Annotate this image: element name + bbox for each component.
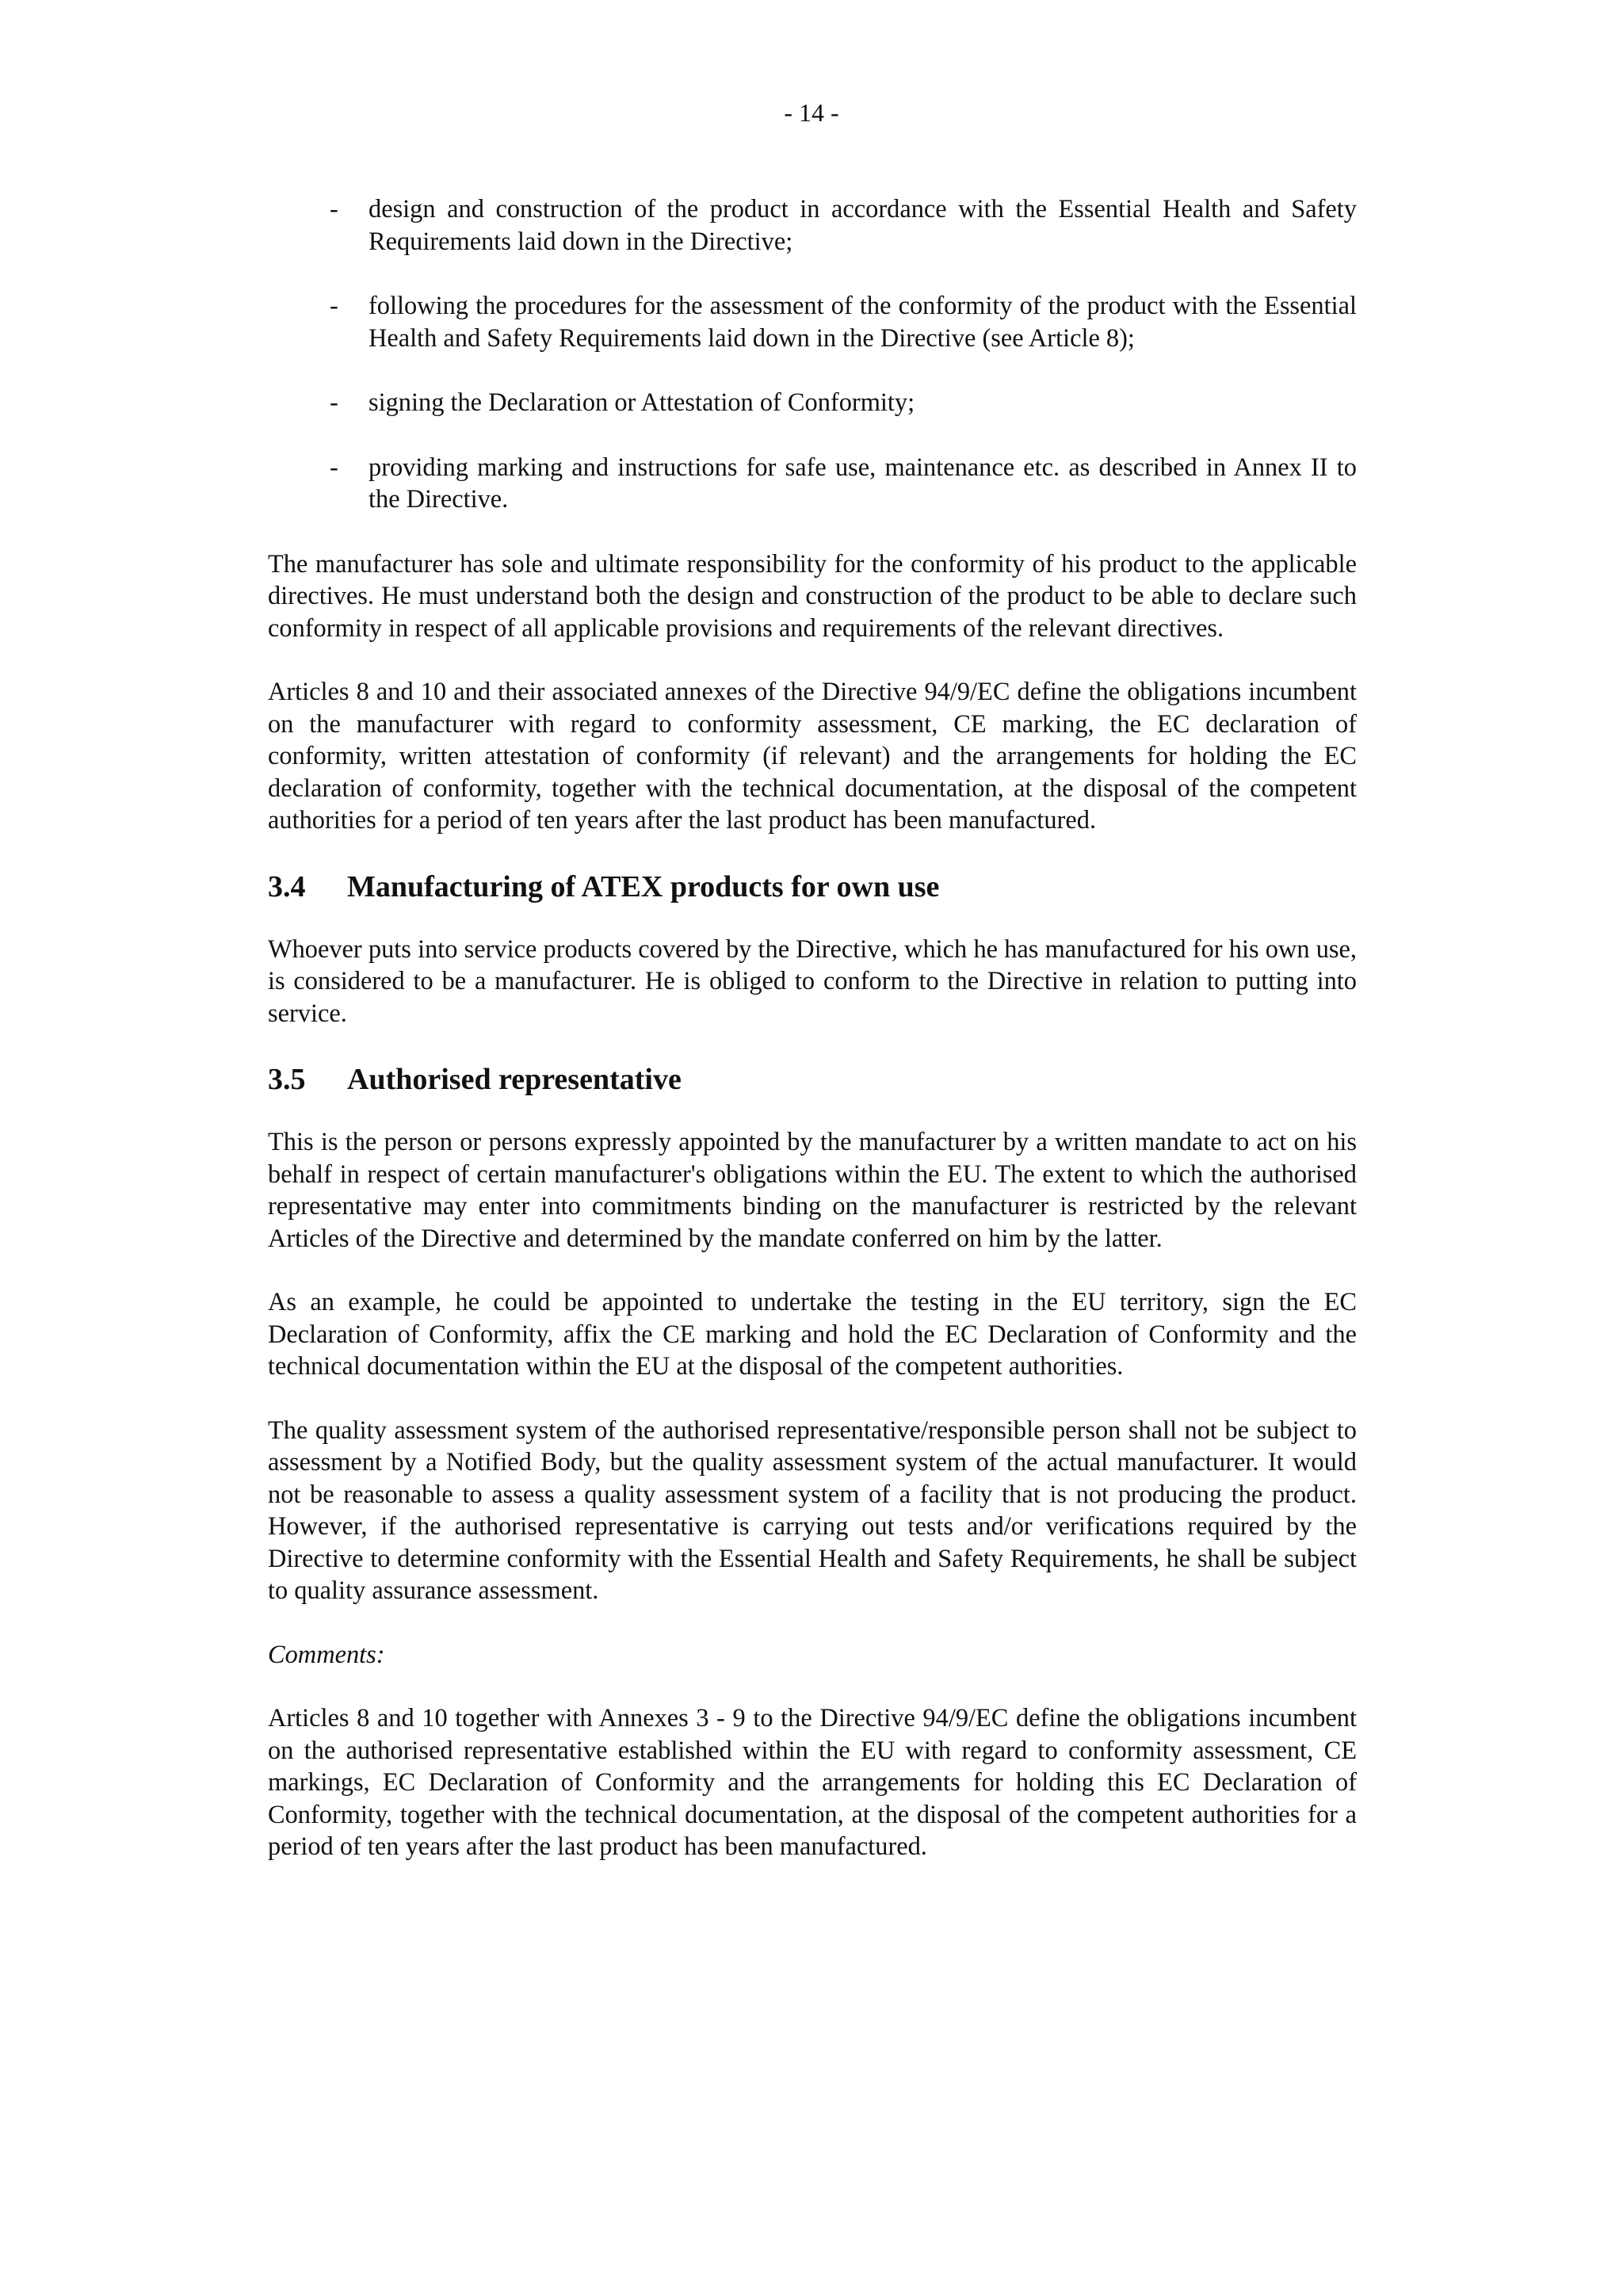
section-number: 3.5 (268, 1063, 306, 1096)
list-item-text: signing the Declaration or Attestation of Conformity; (369, 388, 915, 417)
list-item (268, 452, 1357, 516)
dash-marker: - (330, 453, 338, 482)
section-heading-3-5 (268, 1061, 1357, 1098)
comments-paragraph: Articles 8 and 10 together with Annexes 3 - 9 to the Directive 94/9/EC define the obligations incumbent on the authorised representative established within the EU with regard to conformity assessment, CE markings, EC Declaration of Conformity and the arrangements for holding this EC Declaration of Conformity, together with the technical documentation, at the disposal of the competent authorities for a period of ten years after the last product has been manufactured. (268, 1704, 1357, 1861)
paragraph: The manufacturer has sole and ultimate responsibility for the conformity of his product to the applicable directives. He must understand both the design and construction of the product to be able to declare such conformity in respect of all applicable provisions and requirements of the relevant directives. (268, 549, 1357, 643)
page-number: - 14 - (784, 98, 839, 127)
dash-marker: - (330, 388, 338, 417)
section-heading-3-4 (268, 869, 1357, 905)
list-item-text: design and construction of the product in accordance with the Essential Health and Safety Requirements laid down in the Directive; (369, 195, 1357, 256)
page-content (268, 193, 1357, 1895)
list-item-text: providing marking and instructions for safe use, maintenance etc. as described in Annex II to the Directive. (369, 453, 1357, 514)
paragraph: Articles 8 and 10 and their associated annexes of the Directive 94/9/EC define the obligations incumbent on the manufacturer with regard to conformity assessment, CE marking, the EC declaration of conformity, written attestation of conformity (if relevant) and the arrangements for holding the EC declaration of conformity, together with the technical documentation, at the disposal of the competent authorities for a period of ten years after the last product has been manufactured. (268, 678, 1357, 835)
paragraph: This is the person or persons expressly appointed by the manufacturer by a written mandate to act on his behalf in respect of certain manufacturer's obligations within the EU. The extent to which the authorised representative may enter into commitments binding on the manufacturer is restricted by the relevant Articles of the Directive and determined by the mandate conferred on him by the latter. (268, 1128, 1357, 1253)
list-item-text: following the procedures for the assessment of the conformity of the product with the Essential Health and Safety Requirements laid down in the Directive (see Article 8); (369, 292, 1357, 353)
dash-marker: - (330, 195, 338, 223)
paragraph: As an example, he could be appointed to undertake the testing in the EU territory, sign the EC Declaration of Conformity, affix the CE marking and hold the EC Declaration of Conformity and the technical documentation within the EU at the disposal of the competent authorities. (268, 1288, 1357, 1381)
list-item (268, 290, 1357, 354)
section-number: 3.4 (268, 869, 306, 904)
paragraph: The quality assessment system of the authorised representative/responsible person shall not be subject to assessment by a Notified Body, but the quality assessment system of the actual manufacturer. It would not be reasonable to assess a quality assessment system of a facility that is not producing the product. However, if the authorised representative is carrying out tests and/or verifications required by the Directive to determine conformity with the Essential Health and Safety Requirements, he shall be subject to quality assurance assessment. (268, 1415, 1357, 1605)
section-title: Manufacturing of ATEX products for own use (347, 869, 940, 904)
obligations-list (268, 193, 1357, 516)
comments-label: Comments: (268, 1640, 385, 1669)
list-item (268, 387, 1357, 419)
list-item (268, 193, 1357, 258)
dash-marker: - (330, 292, 338, 320)
section-title: Authorised representative (347, 1063, 682, 1096)
paragraph: Whoever puts into service products covered by the Directive, which he has manufactured for his own use, is considered to be a manufacturer. He is obliged to conform to the Directive in relation to putting into service. (268, 934, 1357, 1028)
